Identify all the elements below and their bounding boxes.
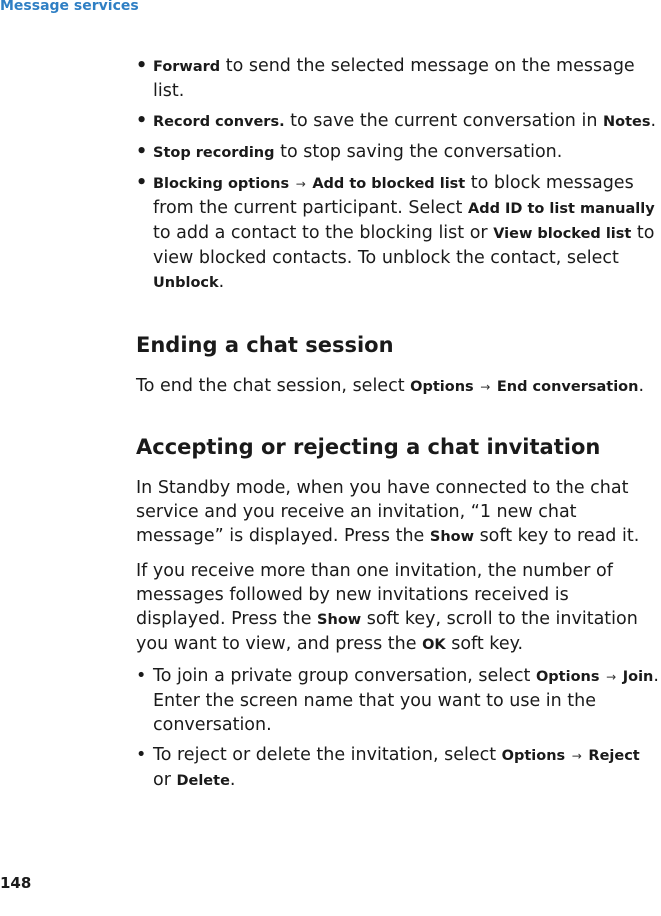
para-text: To end the chat session, select bbox=[136, 376, 411, 396]
term-show: Show bbox=[429, 529, 474, 545]
section-header: Message services bbox=[0, 0, 139, 14]
para-text: In Standby mode, when you have connected to the chat service and you receive an invitation, “1 new chat message” is displayed. Press the bbox=[136, 478, 629, 546]
item-text: . bbox=[229, 770, 236, 790]
page-number: 148 bbox=[0, 874, 32, 892]
term-notes: Notes bbox=[602, 114, 651, 130]
heading-ending-chat: Ending a chat session bbox=[136, 333, 394, 357]
list-item-record bbox=[136, 109, 661, 134]
term-add-id: Add ID to list manually bbox=[467, 201, 655, 217]
para-text: soft key to read it. bbox=[474, 526, 640, 546]
item-text: to view blocked contacts. To unblock the contact, select bbox=[153, 223, 655, 268]
accepting-paragraph-2 bbox=[136, 559, 661, 657]
item-text: To join a private group conversation, select bbox=[153, 666, 536, 686]
arrow-right-icon: → bbox=[480, 380, 491, 394]
para-text: If you receive more than one invitation, the number of messages followed by new invitations received is displayed. Press the bbox=[136, 561, 613, 629]
term-options: Options bbox=[535, 669, 600, 685]
list-item-reject bbox=[136, 743, 661, 793]
item-text: To reject or delete the invitation, select bbox=[153, 745, 502, 765]
term-forward: Forward bbox=[153, 59, 221, 75]
list-item-blocking bbox=[136, 171, 661, 295]
list-item-forward bbox=[136, 54, 661, 103]
page-content bbox=[136, 54, 661, 799]
term-end-conversation: End conversation bbox=[496, 379, 639, 395]
item-text: . bbox=[218, 272, 225, 292]
options-list bbox=[136, 54, 661, 295]
list-item-stop-recording bbox=[136, 140, 661, 165]
item-text: to send the selected message on the message list. bbox=[153, 56, 635, 101]
invitation-actions-list bbox=[136, 664, 661, 793]
item-text: or bbox=[153, 770, 177, 790]
accepting-paragraph-1 bbox=[136, 476, 661, 549]
item-text: . Enter the screen name that you want to use in the conversation. bbox=[153, 666, 659, 735]
term-view-blocked: View blocked list bbox=[493, 226, 632, 242]
list-item-join bbox=[136, 664, 661, 737]
term-options: Options bbox=[501, 748, 566, 764]
term-ok: OK bbox=[422, 637, 446, 653]
para-text: . bbox=[638, 376, 645, 396]
term-join: Join bbox=[622, 669, 654, 685]
item-text: to block messages from the current participant. Select bbox=[153, 173, 634, 218]
term-unblock: Unblock bbox=[153, 275, 219, 291]
term-record: Record convers. bbox=[153, 114, 285, 130]
item-text: to add a contact to the blocking list or bbox=[153, 223, 494, 243]
item-text: . bbox=[650, 111, 657, 131]
ending-paragraph bbox=[136, 374, 661, 399]
arrow-right-icon: → bbox=[606, 670, 617, 684]
term-add-to-blocked-list: Add to blocked list bbox=[312, 176, 466, 192]
term-reject: Reject bbox=[588, 748, 640, 764]
item-text: to save the current conversation in bbox=[284, 111, 603, 131]
arrow-right-icon: → bbox=[571, 749, 582, 763]
term-stop-recording: Stop recording bbox=[153, 145, 275, 161]
term-blocking-options: Blocking options bbox=[153, 176, 290, 192]
heading-accepting-invitation: Accepting or rejecting a chat invitation bbox=[136, 435, 601, 459]
term-delete: Delete bbox=[176, 773, 230, 789]
arrow-right-icon: → bbox=[295, 177, 306, 191]
para-text: soft key. bbox=[445, 634, 524, 654]
item-text: to stop saving the conversation. bbox=[274, 142, 563, 162]
term-show: Show bbox=[317, 612, 362, 628]
para-text: soft key, scroll to the invitation you want to view, and press the bbox=[136, 609, 638, 654]
term-options: Options bbox=[410, 379, 474, 395]
